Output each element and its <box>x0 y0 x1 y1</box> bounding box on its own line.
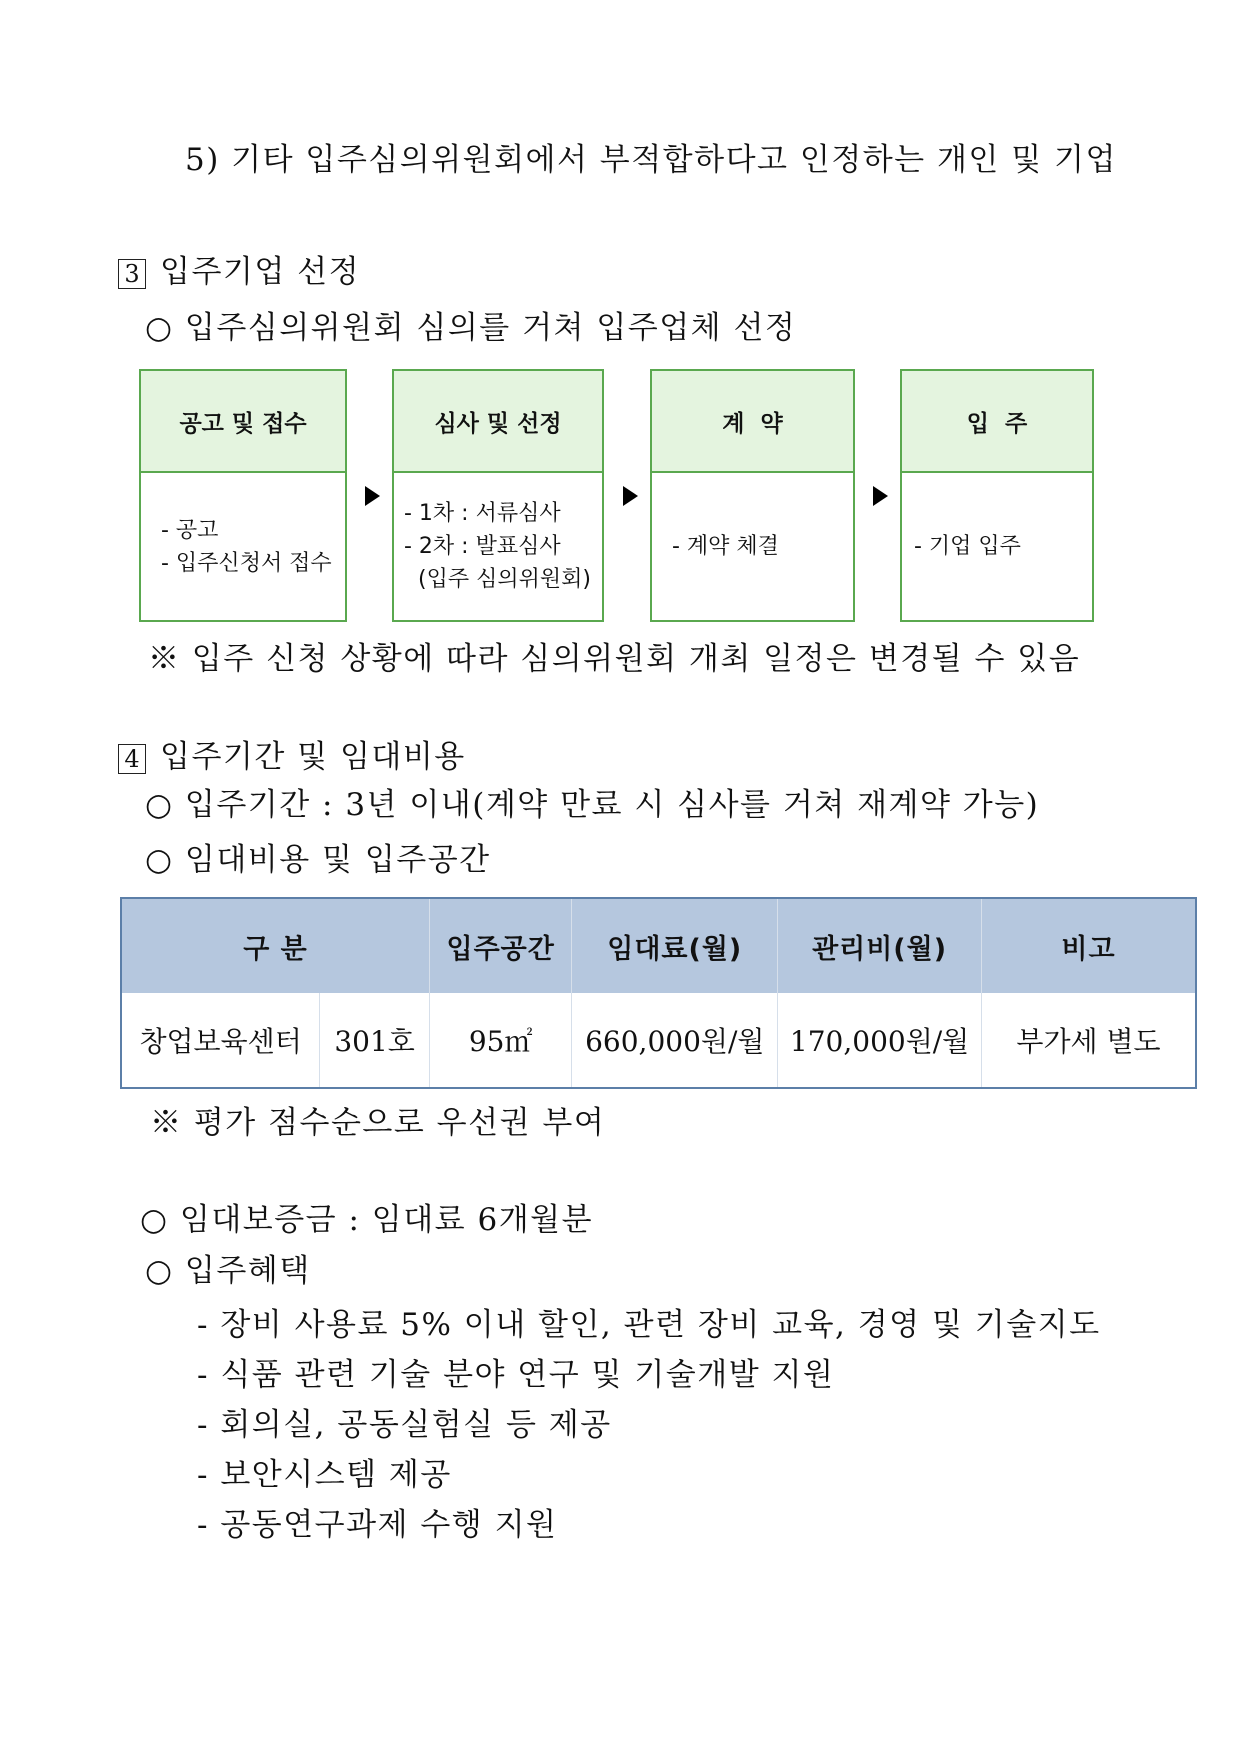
table-header-row <box>121 898 1196 993</box>
table-cell: 170,000원/월 <box>778 993 982 1088</box>
table-header-cell: 입주공간 <box>430 898 572 993</box>
benefit-item: - 공동연구과제 수행 지원 <box>197 1507 558 1543</box>
deposit-bullet: ○ 임대보증금 : 임대료 6개월분 <box>140 1202 594 1238</box>
flow-arrow-icon <box>623 486 638 506</box>
schedule-note: ※ 입주 신청 상황에 따라 심의위원회 개최 일정은 변경될 수 있음 <box>148 641 1081 677</box>
cost-bullet: ○ 임대비용 및 입주공간 <box>145 842 491 878</box>
flow-step-item: - 공고 <box>161 517 219 543</box>
item-5-text: 5) 기타 입주심의위원회에서 부적합하다고 인정하는 개인 및 기업 <box>185 142 1117 178</box>
table-cell: 301호 <box>320 993 430 1088</box>
table-cell: 창업보육센터 <box>139 1025 302 1058</box>
priority-note: ※ 평가 점수순으로 우선권 부여 <box>150 1105 606 1141</box>
flow-step-item: - 계약 체결 <box>672 534 779 559</box>
flow-step-header: 계 약 <box>652 371 853 473</box>
selection-bullet: ○ 입주심의위원회 심의를 거쳐 입주업체 선정 <box>145 310 797 346</box>
section-title: 입주기간 및 임대비용 <box>160 739 466 775</box>
flow-arrow-icon <box>873 486 888 506</box>
benefit-item: - 식품 관련 기술 분야 연구 및 기술개발 지원 <box>197 1357 835 1393</box>
flow-step-item: - 2차 : 발표심사 <box>404 534 561 559</box>
table-header-cell: 비고 <box>981 898 1196 993</box>
flow-step-item: - 1차 : 서류심사 <box>404 501 561 526</box>
period-bullet: ○ 입주기간 : 3년 이내(계약 만료 시 심사를 거쳐 재계약 가능) <box>145 787 1040 823</box>
flow-step-header: 입 주 <box>902 371 1092 473</box>
table-cell: 660,000원/월 <box>572 993 778 1088</box>
rent-table <box>120 897 1197 1089</box>
section-4-heading <box>118 739 466 775</box>
flow-step-movein <box>900 369 1094 622</box>
benefits-bullet: ○ 입주혜택 <box>145 1253 311 1289</box>
section-number-box: 3 <box>118 259 146 289</box>
section-title: 입주기업 선정 <box>160 254 361 290</box>
benefit-item: - 장비 사용료 5% 이내 할인, 관련 장비 교육, 경영 및 기술지도 <box>197 1307 1101 1343</box>
flow-arrow-icon <box>365 486 380 506</box>
flow-step-header: 심사 및 선정 <box>394 371 602 473</box>
flow-step-contract <box>650 369 855 622</box>
flow-step-review <box>392 369 604 622</box>
benefit-item: - 보안시스템 제공 <box>197 1457 452 1493</box>
flow-step-header: 공고 및 접수 <box>141 371 345 473</box>
flow-step-item: - 입주신청서 접수 <box>161 550 332 576</box>
table-cell: 부가세 별도 <box>981 993 1196 1088</box>
flow-step-item: (입주 심의위원회) <box>404 567 591 592</box>
flow-step-notice <box>139 369 347 622</box>
flow-step-item: - 기업 입주 <box>914 534 1021 559</box>
benefit-item: - 회의실, 공동실험실 등 제공 <box>197 1407 612 1443</box>
section-3-heading <box>118 254 361 290</box>
table-header-cell: 관리비(월) <box>778 898 982 993</box>
table-header-cell: 구 분 <box>121 898 430 993</box>
table-cell: 95㎡ <box>430 993 572 1088</box>
table-header-cell: 임대료(월) <box>572 898 778 993</box>
table-row <box>121 993 1196 1088</box>
section-number-box: 4 <box>118 744 146 774</box>
